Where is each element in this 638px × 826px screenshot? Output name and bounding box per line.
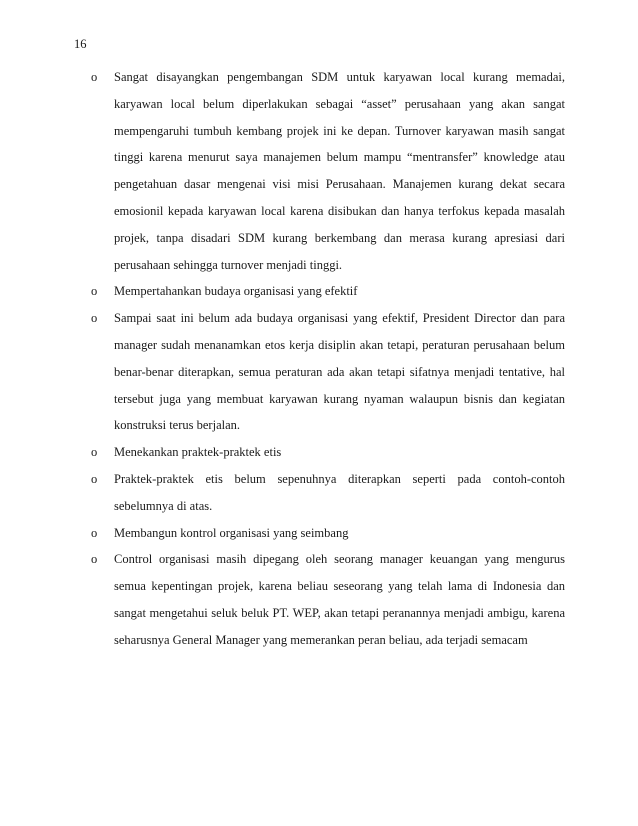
- list-item-text: Praktek-praktek etis belum sepenuhnya diterapkan seperti pada contoh-contoh sebelumnya di atas.: [114, 471, 565, 513]
- bullet-list: [91, 64, 565, 654]
- list-item-text: Sampai saat ini belum ada budaya organisasi yang efektif, President Director dan para manager sudah menanamkan etos kerja disiplin akan tetapi, peraturan perusahaan belum benar-benar diterapkan, semua peraturan ada akan tetapi sifatnya menjadi tentative, hal tersebut juga yang membuat karyawan kurang nyaman walaupun bisnis dan kegiatan konstruksi terus berjalan.: [114, 311, 565, 433]
- list-item: [91, 439, 565, 466]
- list-item-text: Menekankan praktek-praktek etis: [114, 445, 282, 460]
- list-item-text: Mempertahankan budaya organisasi yang efektif: [114, 284, 358, 299]
- bullet-marker: o: [91, 552, 98, 567]
- list-item: [91, 278, 565, 305]
- list-item: [91, 520, 565, 547]
- list-item: [91, 305, 565, 439]
- list-item-text: Sangat disayangkan pengembangan SDM untuk karyawan local kurang memadai, karyawan local belum diperlakukan sebagai “asset” perusahaan yang akan sangat mempengaruhi tumbuh kembang projek ini ke depan. Turnover karyawan masih sangat tinggi karena menurut saya manajemen belum mampu “mentransfer” knowledge atau pengetahuan dasar mengenai visi misi Perusahaan. Manajemen kurang dekat secara emosionil kepada karyawan local karena disibukan dan hanya terfokus kepada masalah projek, tanpa disadari SDM kurang berkembang dan merasa kurang apresiasi dari perusahaan sehingga turnover menjadi tinggi.: [114, 70, 565, 272]
- list-item-text: Control organisasi masih dipegang oleh seorang manager keuangan yang mengurus semua kepentingan projek, karena beliau seseorang yang telah lama di Indonesia dan sangat mengetahui seluk beluk PT. WEP, akan tetapi peranannya menjadi ambigu, karena seharusnya General Manager yang memerankan peran beliau, ada terjadi semacam: [114, 552, 565, 647]
- bullet-marker: o: [91, 311, 98, 326]
- bullet-marker: o: [91, 445, 98, 460]
- list-item: [91, 466, 565, 520]
- page-number: 16: [74, 37, 87, 51]
- bullet-marker: o: [91, 284, 98, 299]
- bullet-marker: o: [91, 471, 98, 486]
- list-item-text: Membangun kontrol organisasi yang seimbang: [114, 525, 349, 540]
- list-item: [91, 546, 565, 653]
- list-item: [91, 64, 565, 278]
- bullet-marker: o: [91, 525, 98, 540]
- bullet-marker: o: [91, 70, 98, 84]
